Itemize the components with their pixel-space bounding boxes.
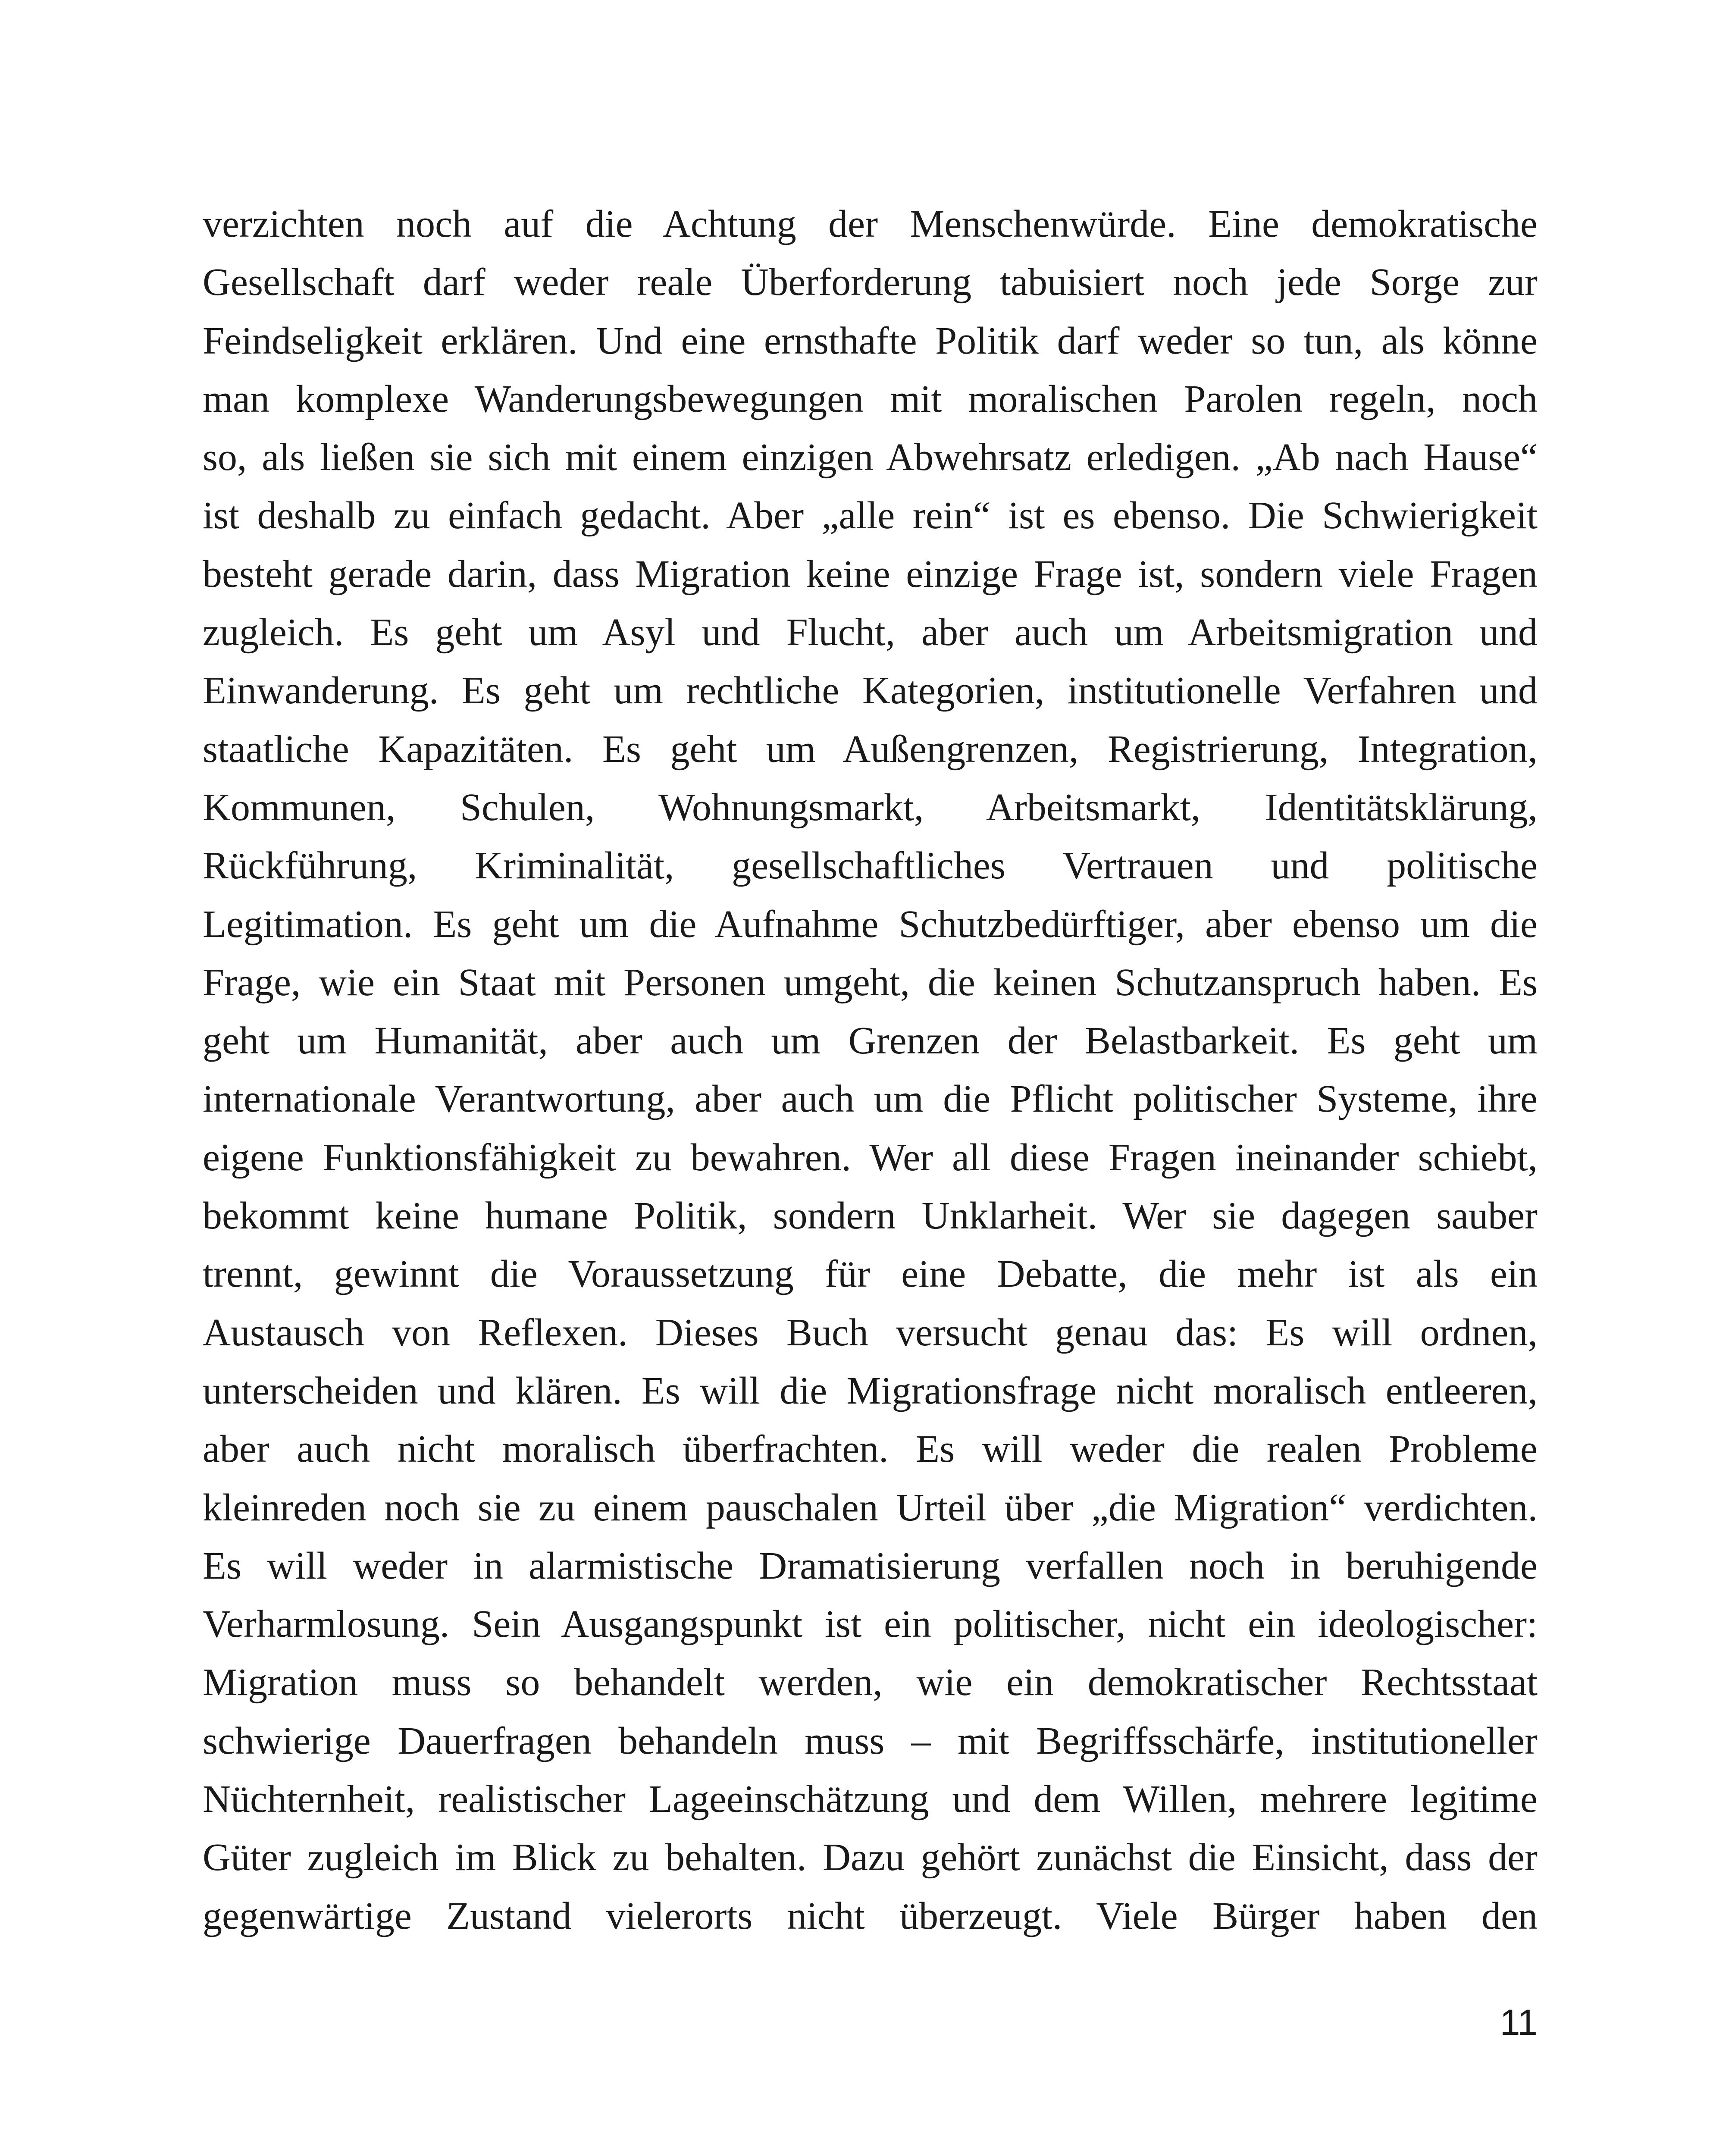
text-line: gegenwärtige Zustand vielerorts nicht überzeugt. Viele Bürger haben den <box>203 1894 1538 1937</box>
text-line: verzichten noch auf die Achtung der Menschenwürde. Eine demokratische <box>203 203 1538 245</box>
text-line: Gesellschaft darf weder reale Überforderung tabuisiert noch jede Sorge zur <box>203 261 1538 304</box>
text-line: Es will weder in alarmistische Dramatisierung verfallen noch in beruhigende <box>203 1544 1538 1587</box>
text-line: man komplexe Wanderungsbewegungen mit moralischen Parolen regeln, noch <box>203 377 1538 420</box>
text-line: Migration muss so behandelt werden, wie ein demokratischer Rechtsstaat <box>203 1661 1538 1704</box>
text-line: kleinreden noch sie zu einem pauschalen Urteil über „die Migration“ verdichten. <box>203 1486 1538 1529</box>
text-line: Legitimation. Es geht um die Aufnahme Schutzbedürftiger, aber ebenso um die <box>203 903 1538 946</box>
text-line: eigene Funktionsfähigkeit zu bewahren. Wer all diese Fragen ineinander schiebt, <box>203 1136 1538 1179</box>
text-line: zugleich. Es geht um Asyl und Flucht, aber auch um Arbeitsmigration und <box>203 611 1538 654</box>
text-line: bekommt keine humane Politik, sondern Unklarheit. Wer sie dagegen sauber <box>203 1194 1538 1238</box>
text-line: geht um Humanität, aber auch um Grenzen der Belastbarkeit. Es geht um <box>203 1019 1538 1062</box>
text-line: trennt, gewinnt die Voraussetzung für eine Debatte, die mehr ist als ein <box>203 1253 1538 1296</box>
page-number: 11 <box>1500 2002 1538 2043</box>
text-line: schwierige Dauerfragen behandeln muss – mit Begriffsschärfe, institutioneller <box>203 1719 1538 1762</box>
text-line: so, als ließen sie sich mit einem einzigen Abwehrsatz erledigen. „Ab nach Hause“ <box>203 436 1538 479</box>
text-line: Einwanderung. Es geht um rechtliche Kategorien, institutionelle Verfahren und <box>203 669 1538 712</box>
text-line: Nüchternheit, realistischer Lageeinschätzung und dem Willen, mehrere legitime <box>203 1778 1538 1821</box>
text-line: ist deshalb zu einfach gedacht. Aber „alle rein“ ist es ebenso. Die Schwierigkeit <box>203 494 1538 537</box>
text-line: Austausch von Reflexen. Dieses Buch versucht genau das: Es will ordnen, <box>203 1311 1538 1354</box>
text-line: unterscheiden und klären. Es will die Migrationsfrage nicht moralisch entleeren, <box>203 1369 1538 1412</box>
text-line: Güter zugleich im Blick zu behalten. Dazu gehört zunächst die Einsicht, dass der <box>203 1836 1538 1879</box>
text-line: Rückführung, Kriminalität, gesellschaftliches Vertrauen und politische <box>203 844 1538 887</box>
text-line: Verharmlosung. Sein Ausgangspunkt ist ein politischer, nicht ein ideologischer: <box>203 1603 1538 1646</box>
text-line: internationale Verantwortung, aber auch um die Pflicht politischer Systeme, ihre <box>203 1078 1538 1121</box>
body-paragraph <box>203 195 1538 1945</box>
text-line: besteht gerade darin, dass Migration keine einzige Frage ist, sondern viele Fragen <box>203 552 1538 595</box>
text-line: Frage, wie ein Staat mit Personen umgeht, die keinen Schutzanspruch haben. Es <box>203 961 1538 1004</box>
text-line: aber auch nicht moralisch überfrachten. Es will weder die realen Probleme <box>203 1428 1538 1471</box>
text-line: Kommunen, Schulen, Wohnungsmarkt, Arbeitsmarkt, Identitätsklärung, <box>203 786 1538 829</box>
text-line: staatliche Kapazitäten. Es geht um Außengrenzen, Registrierung, Integration, <box>203 727 1538 771</box>
text-line: Feindseligkeit erklären. Und eine ernsthafte Politik darf weder so tun, als könne <box>203 319 1538 362</box>
